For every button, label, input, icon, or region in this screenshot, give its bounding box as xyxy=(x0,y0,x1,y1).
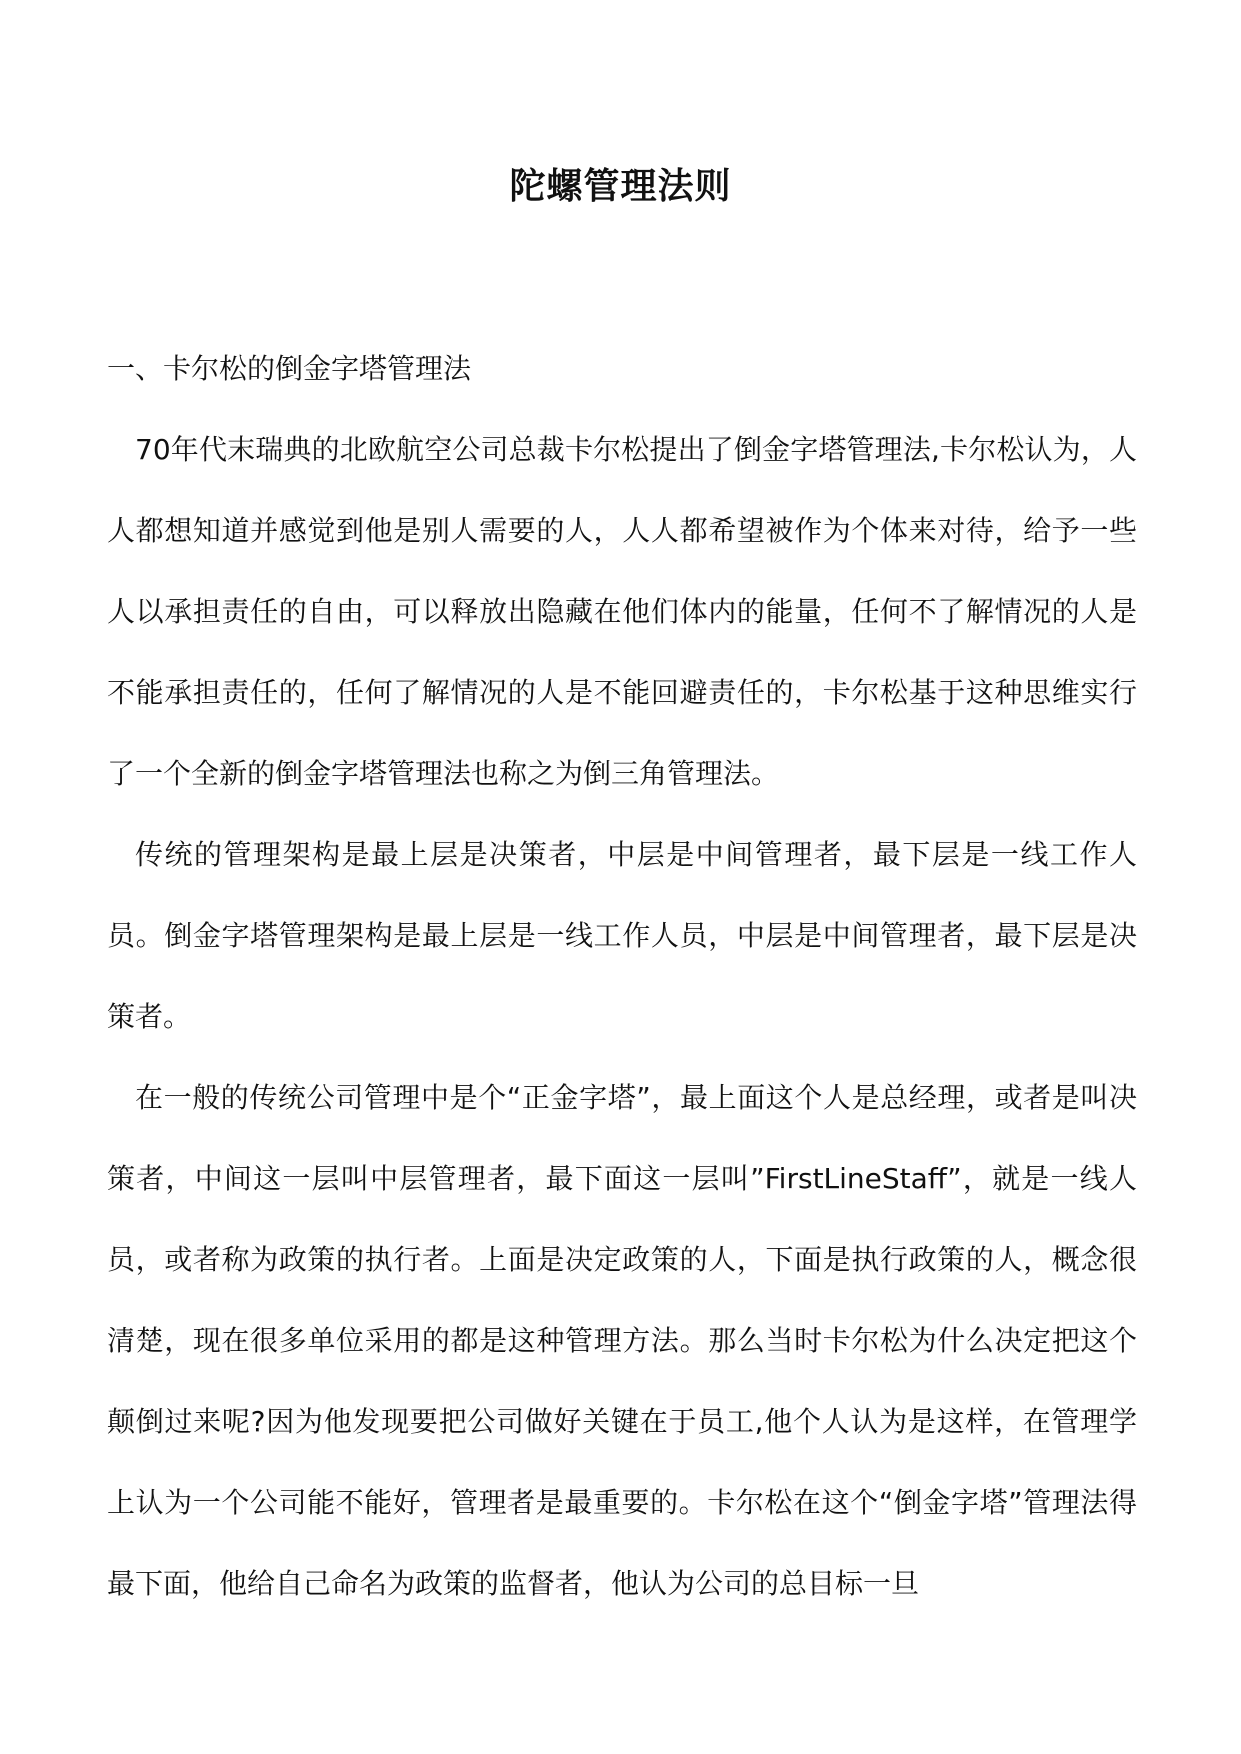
body-paragraph: 在一般的传统公司管理中是个“正金字塔”，最上面这个人是总经理，或者是叫决策者，中间这一层叫中层管理者，最下面这一层叫”FirstLineStaff”，就是一线人员，或者称为政策的执行者。上面是决定政策的人，下面是执行政策的人，概念很清楚，现在很多单位采用的都是这种管理方法。那么当时卡尔松为什么决定把这个颠倒过来呢?因为他发现要把公司做好关键在于员工,他个人认为是这样，在管理学上认为一个公司能不能好，管理者是最重要的。卡尔松在这个“倒金字塔”管理法得最下面，他给自己命名为政策的监督者，他认为公司的总目标一旦 xyxy=(107,1081,1137,1600)
document-body xyxy=(107,341,1137,1624)
section-heading: 一、卡尔松的倒金字塔管理法 xyxy=(107,352,472,385)
body-paragraph: 传统的管理架构是最上层是决策者，中层是中间管理者，最下层是一线工作人员。倒金字塔管理架构是最上层是一线工作人员，中层是中间管理者，最下层是决策者。 xyxy=(107,838,1137,1033)
body-paragraph: 70年代末瑞典的北欧航空公司总裁卡尔松提出了倒金字塔管理法,卡尔松认为，人人都想知道并感觉到他是别人需要的人，人人都希望被作为个体来对待，给予一些人以承担责任的自由，可以释放出隐藏在他们体内的能量，任何不了解情况的人是不能承担责任的，任何了解情况的人是不能回避责任的，卡尔松基于这种思维实行了一个全新的倒金字塔管理法也称之为倒三角管理法。 xyxy=(107,433,1137,790)
document-title: 陀螺管理法则 xyxy=(509,165,732,207)
